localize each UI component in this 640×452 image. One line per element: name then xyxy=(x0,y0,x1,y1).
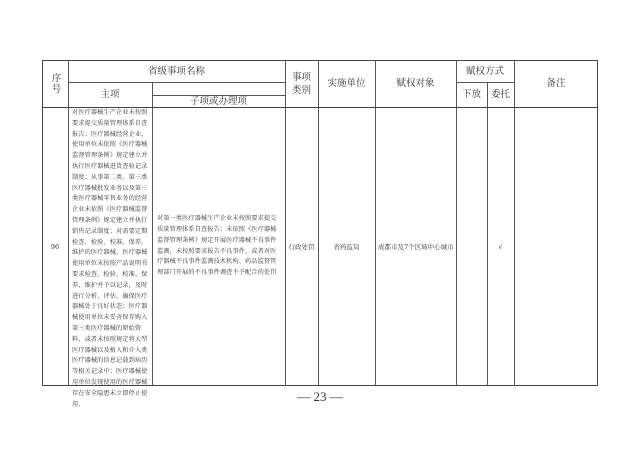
header-sub-item-label: 子项或办理项 xyxy=(189,95,247,107)
header-entrust xyxy=(487,82,514,107)
table-row-main-item xyxy=(70,108,150,408)
header-empowerment-method-label: 赋权方式 xyxy=(465,65,504,77)
row-seq-value: 96 xyxy=(50,242,60,251)
header-empowerment-target xyxy=(375,60,456,107)
table-row-sub-item xyxy=(155,107,283,386)
header-seq-label: 序号 xyxy=(49,73,61,94)
table-row-item-category xyxy=(285,107,318,386)
row-sub-item-text: 对第一类医疗器械生产企业未按照要求提交质量管理体系自查报告；未依照《医疗器械监督管理条例》规定开展医疗器械不良事件监测，未按照要求报告不良事件，或者对医疗器械不良事件监测技术机构、药品监督管理部门开展的不良事件调查不予配合的处罚 xyxy=(157,215,277,277)
header-remarks xyxy=(514,60,598,107)
header-implementing-unit xyxy=(318,60,375,107)
table-row-delegate xyxy=(456,107,487,386)
header-item-category-label: 事项类别 xyxy=(291,71,311,96)
header-empowerment-method xyxy=(456,60,514,82)
header-implementing-unit-label: 实施单位 xyxy=(327,78,366,89)
header-delegate xyxy=(456,82,487,107)
table-row-empowerment-target xyxy=(378,107,454,386)
header-entrust-label: 委托 xyxy=(490,89,510,100)
row-item-category-value: 行政处罚 xyxy=(288,243,315,251)
table-row-entrust xyxy=(487,107,514,386)
col-divider xyxy=(375,60,376,386)
row-empowerment-target-value: 成都市及7个区域中心城市 xyxy=(378,242,454,251)
header-provincial-item-name-label: 省级事项名称 xyxy=(147,65,205,77)
header-provincial-item-name xyxy=(68,60,285,82)
header-seq xyxy=(42,60,68,107)
checkmark-icon: √ xyxy=(498,242,503,251)
col-divider xyxy=(68,60,69,386)
header-empowerment-target-label: 赋权对象 xyxy=(396,78,435,89)
table-row-implementing-unit xyxy=(318,107,375,386)
col-divider xyxy=(152,82,153,386)
header-sub-item xyxy=(152,95,285,107)
table-row-remarks xyxy=(514,107,598,386)
header-remarks-label: 备注 xyxy=(546,78,566,89)
row-main-item-text: 对医疗器械生产企业未按照要求提交质量管理体系自查报告；医疗器械经营企业、使用单位未依照《医疗器械监督管理条例》规定建立并执行医疗器械进货查验记录制度；从事第二类、第三类医疗器械批发业务以及第三类医疗器械零售业务的经营企业未依照《医疗器械监督管理条例》规定建立并执行销售记录制度；对需要定期检查、检验、校准、保养、维护的医疗器械，医疗器械使用单位未按照产品说明书要求检查、检验、校准、保养、维护并予以记录，及时进行分析、评估，确保医疗器械处于良好状态；医疗器械使用单位未妥善保存购入第三类医疗器械的原始资料，或者未按照规定将大型医疗器械以及植入和介入类医疗器械的信息记载到病历等相关记录中；医疗器械使用单位发现使用的医疗器械存在安全隐患未立即停止使用、 xyxy=(72,109,148,408)
row-implementing-unit-value: 省药监局 xyxy=(333,243,360,251)
header-delegate-label: 下放 xyxy=(461,89,481,100)
table-row-seq xyxy=(42,107,68,386)
header-item-category xyxy=(285,60,318,107)
page-number: — 23 — xyxy=(297,389,343,404)
header-main-item-label: 主项 xyxy=(100,89,120,100)
header-main-item xyxy=(68,82,152,107)
